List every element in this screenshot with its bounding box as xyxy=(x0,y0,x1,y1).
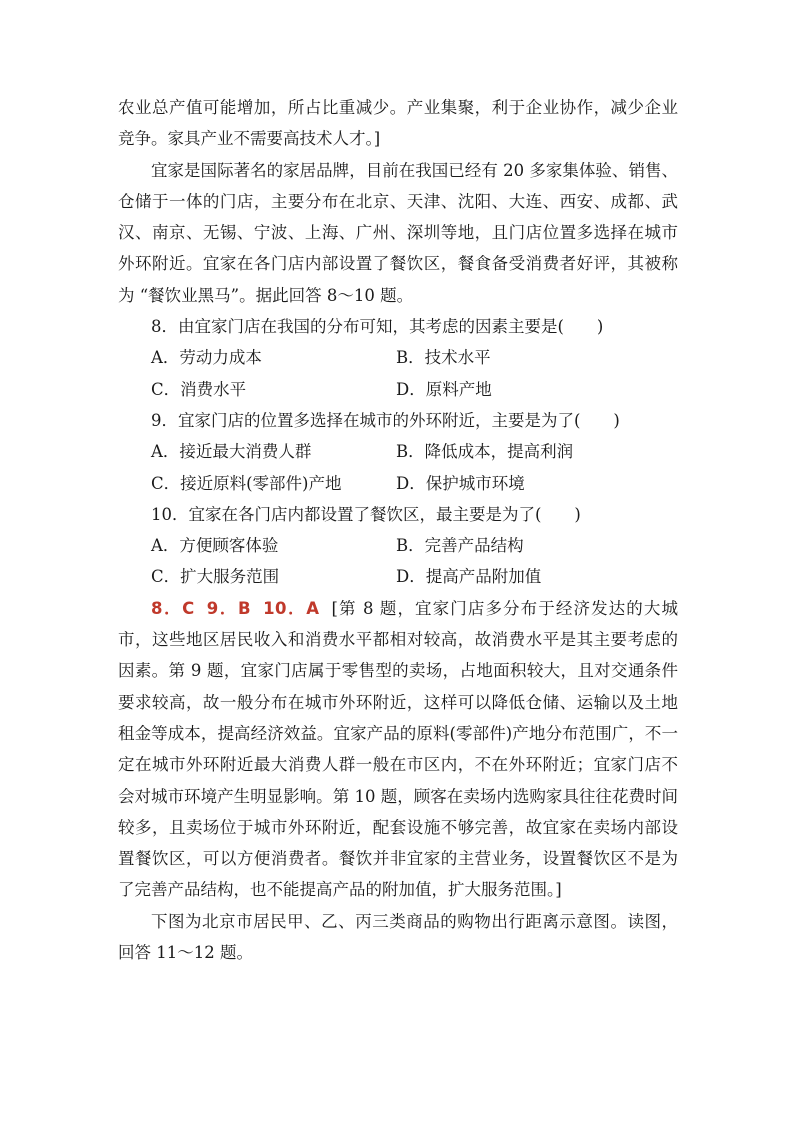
option-c: C．接近原料(零部件)产地 xyxy=(151,473,342,493)
question-9 xyxy=(118,405,678,499)
answer-8: 8．C xyxy=(151,598,195,618)
option-d: D．原料产地 xyxy=(396,379,492,399)
option-b: B．降低成本，提高利润 xyxy=(396,442,574,462)
answer-10: 10．A xyxy=(263,598,320,618)
option-a: A．接近最大消费人群 xyxy=(151,442,312,462)
answer-9: 9．B xyxy=(206,598,252,618)
continued-answer-paragraph: 农业总产值可能增加，所占比重减少。产业集聚，利于企业协作，减少企业竞争。家具产业不需要高技术人才。] xyxy=(118,98,678,149)
answer-explanation-paragraph xyxy=(118,593,678,906)
document-page xyxy=(118,92,678,968)
ikea-intro-paragraph: 宜家是国际著名的家居品牌，目前在我国已经有 20 多家集体验、销售、仓储于一体的门店，主要分布在北京、天津、沈阳、大连、西安、成都、武汉、南京、无锡、宁波、上海、广州、深圳等地，且门店位置多选择在城市外环附近。宜家在各门店内部设置了餐饮区，餐食备受消费者好评，其被称为 “餐饮业黑马”。据此回答 8～10 题。 xyxy=(118,160,678,305)
option-list xyxy=(118,436,678,499)
option-list xyxy=(118,530,678,593)
question-8 xyxy=(118,311,678,405)
option-a: A．方便顾客体验 xyxy=(151,536,279,556)
option-c: C．扩大服务范围 xyxy=(151,567,280,587)
question-stem: 10．宜家在各门店内都设置了餐饮区，最主要是为了( ) xyxy=(151,504,581,524)
question-10 xyxy=(118,499,678,593)
next-questions-intro: 下图为北京市居民甲、乙、丙三类商品的购物出行距离示意图。读图，回答 11～12 题。 xyxy=(118,911,678,963)
option-d: D．提高产品附加值 xyxy=(396,567,542,587)
option-c: C．消费水平 xyxy=(151,379,247,399)
option-b: B．技术水平 xyxy=(396,348,491,368)
explanation-text: [第 8 题，宜家门店多分布于经济发达的大城市，这些地区居民收入和消费水平都相对较高，故消费水平是其主要考虑的因素。第 9 题，宜家门店属于零售型的卖场，占地面积较大，且对交通条件要求较高，故一般分布在城市外环附近，这样可以降低仓储、运输以及土地租金等成本，提高经济效益。宜家产品的原料(零部件)产地分布范围广，不一定在城市外环附近最大消费人群一般在市区内，不在外环附近；宜家门店不会对城市环境产生明显影响。第 10 题，顾客在卖场内选购家具往往花费时间较多，且卖场位于城市外环附近，配套设施不够完善，故宜家在卖场内部设置餐饮区，可以方便消费者。餐饮并非宜家的主营业务，设置餐饮区不是为了完善产品结构，也不能提高产品的附加值，扩大服务范围。] xyxy=(118,598,678,900)
option-b: B．完善产品结构 xyxy=(396,536,524,556)
question-stem: 9．宜家门店的位置多选择在城市的外环附近，主要是为了( ) xyxy=(151,410,620,430)
option-a: A．劳动力成本 xyxy=(151,348,262,368)
question-stem: 8．由宜家门店在我国的分布可知，其考虑的因素主要是( ) xyxy=(151,317,604,337)
option-d: D．保护城市环境 xyxy=(396,473,525,493)
option-list xyxy=(118,342,678,405)
